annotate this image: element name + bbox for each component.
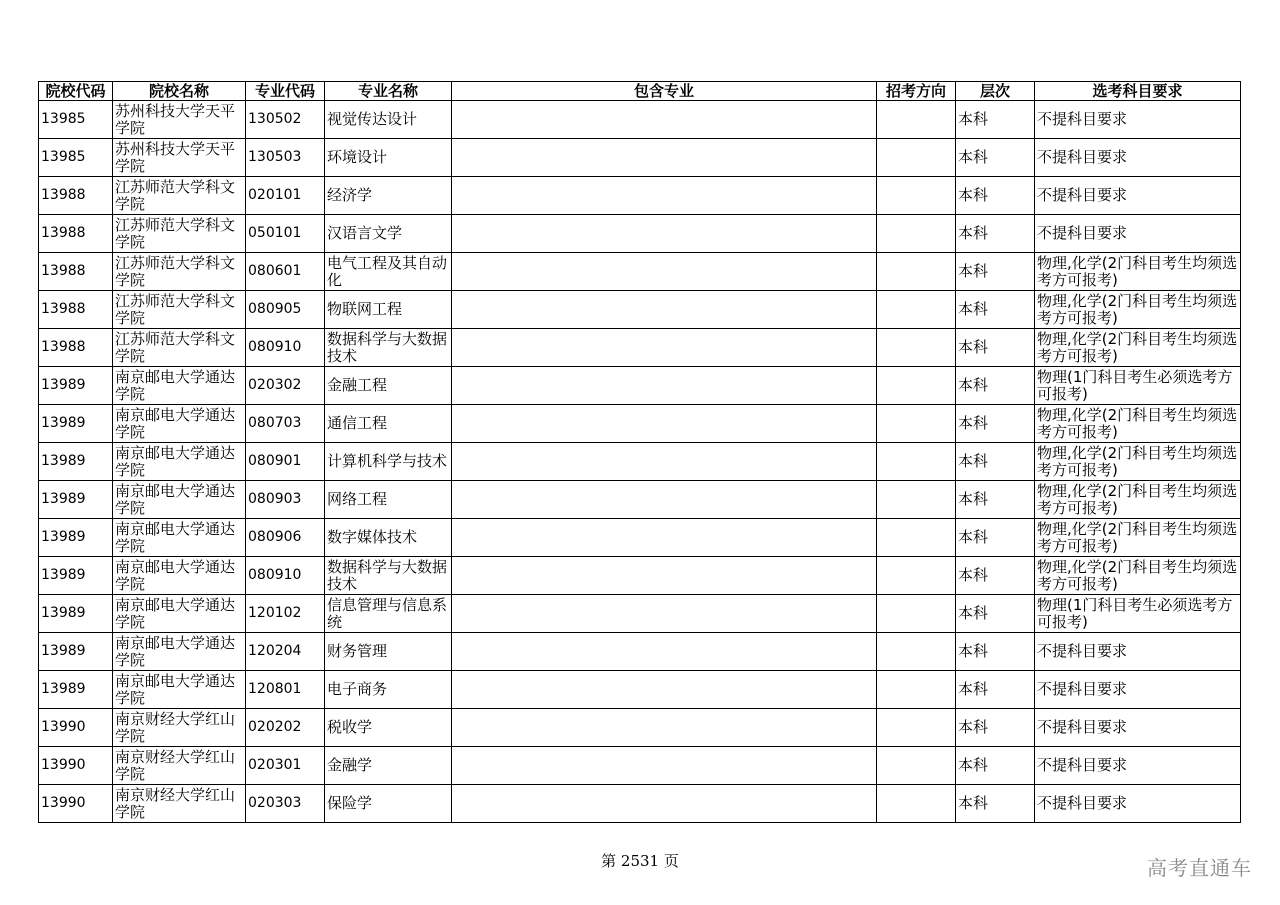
cell-level: 本科 — [956, 595, 1035, 633]
cell-level: 本科 — [956, 785, 1035, 823]
cell-major-name: 数据科学与大数据技术 — [325, 329, 452, 367]
cell-school-code: 13989 — [39, 367, 113, 405]
cell-major-name: 金融工程 — [325, 367, 452, 405]
cell-major-name: 财务管理 — [325, 633, 452, 671]
cell-school-name: 南京财经大学红山学院 — [113, 709, 246, 747]
cell-school-name: 江苏师范大学科文学院 — [113, 253, 246, 291]
cell-subject-requirement: 物理,化学(2门科目考生均须选考方可报考) — [1035, 329, 1241, 367]
cell-level: 本科 — [956, 747, 1035, 785]
cell-level: 本科 — [956, 405, 1035, 443]
cell-included-majors — [452, 101, 877, 139]
cell-major-name: 计算机科学与技术 — [325, 443, 452, 481]
cell-subject-requirement: 不提科目要求 — [1035, 747, 1241, 785]
cell-subject-requirement: 不提科目要求 — [1035, 633, 1241, 671]
cell-major-name: 数据科学与大数据技术 — [325, 557, 452, 595]
cell-included-majors — [452, 481, 877, 519]
cell-major-code: 080906 — [246, 519, 325, 557]
cell-school-name: 南京邮电大学通达学院 — [113, 405, 246, 443]
cell-included-majors — [452, 785, 877, 823]
cell-school-name: 南京邮电大学通达学院 — [113, 671, 246, 709]
cell-direction — [877, 519, 956, 557]
cell-direction — [877, 291, 956, 329]
table-row — [39, 139, 1241, 177]
cell-major-name: 信息管理与信息系统 — [325, 595, 452, 633]
table-row — [39, 633, 1241, 671]
cell-major-code: 120204 — [246, 633, 325, 671]
cell-subject-requirement: 不提科目要求 — [1035, 709, 1241, 747]
cell-direction — [877, 481, 956, 519]
cell-direction — [877, 405, 956, 443]
cell-major-name: 通信工程 — [325, 405, 452, 443]
cell-subject-requirement: 不提科目要求 — [1035, 785, 1241, 823]
cell-included-majors — [452, 329, 877, 367]
cell-included-majors — [452, 177, 877, 215]
cell-school-code: 13989 — [39, 519, 113, 557]
cell-direction — [877, 443, 956, 481]
cell-direction — [877, 557, 956, 595]
cell-major-name: 环境设计 — [325, 139, 452, 177]
cell-school-code: 13989 — [39, 443, 113, 481]
cell-subject-requirement: 物理,化学(2门科目考生均须选考方可报考) — [1035, 405, 1241, 443]
cell-direction — [877, 595, 956, 633]
cell-school-name: 江苏师范大学科文学院 — [113, 215, 246, 253]
cell-school-name: 南京邮电大学通达学院 — [113, 519, 246, 557]
cell-level: 本科 — [956, 519, 1035, 557]
cell-school-name: 南京邮电大学通达学院 — [113, 633, 246, 671]
cell-subject-requirement: 不提科目要求 — [1035, 139, 1241, 177]
cell-school-name: 南京邮电大学通达学院 — [113, 367, 246, 405]
cell-school-code: 13989 — [39, 405, 113, 443]
cell-school-name: 南京财经大学红山学院 — [113, 747, 246, 785]
cell-direction — [877, 785, 956, 823]
cell-school-code: 13985 — [39, 101, 113, 139]
cell-subject-requirement: 物理,化学(2门科目考生均须选考方可报考) — [1035, 481, 1241, 519]
cell-school-name: 江苏师范大学科文学院 — [113, 329, 246, 367]
cell-included-majors — [452, 519, 877, 557]
cell-level: 本科 — [956, 443, 1035, 481]
cell-school-name: 南京邮电大学通达学院 — [113, 557, 246, 595]
table-row — [39, 671, 1241, 709]
cell-school-code: 13988 — [39, 177, 113, 215]
cell-included-majors — [452, 405, 877, 443]
cell-subject-requirement: 不提科目要求 — [1035, 671, 1241, 709]
watermark: 高考直通车 — [1147, 856, 1252, 880]
table-row — [39, 519, 1241, 557]
cell-included-majors — [452, 747, 877, 785]
cell-subject-requirement: 物理,化学(2门科目考生均须选考方可报考) — [1035, 519, 1241, 557]
cell-major-code: 020301 — [246, 747, 325, 785]
cell-school-code: 13989 — [39, 671, 113, 709]
cell-major-code: 080601 — [246, 253, 325, 291]
cell-level: 本科 — [956, 177, 1035, 215]
cell-subject-requirement: 物理,化学(2门科目考生均须选考方可报考) — [1035, 443, 1241, 481]
cell-school-code: 13988 — [39, 329, 113, 367]
cell-school-code: 13989 — [39, 633, 113, 671]
cell-major-code: 120102 — [246, 595, 325, 633]
cell-major-name: 电气工程及其自动化 — [325, 253, 452, 291]
cell-direction — [877, 709, 956, 747]
cell-included-majors — [452, 367, 877, 405]
cell-level: 本科 — [956, 215, 1035, 253]
cell-level: 本科 — [956, 557, 1035, 595]
cell-level: 本科 — [956, 481, 1035, 519]
cell-level: 本科 — [956, 367, 1035, 405]
cell-school-code: 13989 — [39, 595, 113, 633]
cell-school-name: 江苏师范大学科文学院 — [113, 291, 246, 329]
cell-level: 本科 — [956, 253, 1035, 291]
table-row — [39, 329, 1241, 367]
admissions-table — [38, 81, 1241, 823]
cell-subject-requirement: 不提科目要求 — [1035, 101, 1241, 139]
cell-major-code: 080901 — [246, 443, 325, 481]
cell-level: 本科 — [956, 709, 1035, 747]
cell-school-name: 南京邮电大学通达学院 — [113, 443, 246, 481]
cell-major-code: 020101 — [246, 177, 325, 215]
cell-major-code: 050101 — [246, 215, 325, 253]
table-row — [39, 785, 1241, 823]
table-row — [39, 481, 1241, 519]
cell-school-code: 13988 — [39, 253, 113, 291]
cell-direction — [877, 367, 956, 405]
header-school-name: 院校名称 — [113, 82, 246, 101]
header-included-majors: 包含专业 — [452, 82, 877, 101]
cell-level: 本科 — [956, 139, 1035, 177]
cell-school-code: 13990 — [39, 709, 113, 747]
page-number: 第 2531 页 — [601, 852, 679, 870]
cell-level: 本科 — [956, 633, 1035, 671]
cell-major-code: 080910 — [246, 557, 325, 595]
table-row — [39, 291, 1241, 329]
header-major-code: 专业代码 — [246, 82, 325, 101]
cell-school-code: 13988 — [39, 291, 113, 329]
cell-major-name: 电子商务 — [325, 671, 452, 709]
cell-included-majors — [452, 633, 877, 671]
cell-major-code: 120801 — [246, 671, 325, 709]
table-row — [39, 709, 1241, 747]
cell-major-name: 物联网工程 — [325, 291, 452, 329]
cell-direction — [877, 671, 956, 709]
header-major-name: 专业名称 — [325, 82, 452, 101]
cell-included-majors — [452, 709, 877, 747]
cell-school-code: 13985 — [39, 139, 113, 177]
table-row — [39, 557, 1241, 595]
cell-major-code: 130502 — [246, 101, 325, 139]
cell-major-name: 网络工程 — [325, 481, 452, 519]
cell-school-code: 13990 — [39, 747, 113, 785]
table-row — [39, 367, 1241, 405]
cell-subject-requirement: 物理,化学(2门科目考生均须选考方可报考) — [1035, 291, 1241, 329]
cell-level: 本科 — [956, 291, 1035, 329]
cell-subject-requirement: 物理,化学(2门科目考生均须选考方可报考) — [1035, 557, 1241, 595]
table-row — [39, 595, 1241, 633]
table-row — [39, 101, 1241, 139]
cell-direction — [877, 101, 956, 139]
cell-direction — [877, 633, 956, 671]
table-row — [39, 253, 1241, 291]
cell-direction — [877, 215, 956, 253]
cell-school-name: 江苏师范大学科文学院 — [113, 177, 246, 215]
cell-major-name: 保险学 — [325, 785, 452, 823]
cell-included-majors — [452, 595, 877, 633]
cell-included-majors — [452, 139, 877, 177]
cell-level: 本科 — [956, 671, 1035, 709]
cell-level: 本科 — [956, 101, 1035, 139]
cell-school-code: 13989 — [39, 557, 113, 595]
cell-included-majors — [452, 215, 877, 253]
cell-major-name: 经济学 — [325, 177, 452, 215]
cell-major-name: 汉语言文学 — [325, 215, 452, 253]
header-school-code: 院校代码 — [39, 82, 113, 101]
cell-included-majors — [452, 671, 877, 709]
cell-subject-requirement: 物理(1门科目考生必须选考方可报考) — [1035, 367, 1241, 405]
header-level: 层次 — [956, 82, 1035, 101]
cell-major-name: 视觉传达设计 — [325, 101, 452, 139]
cell-subject-requirement: 物理(1门科目考生必须选考方可报考) — [1035, 595, 1241, 633]
cell-major-name: 金融学 — [325, 747, 452, 785]
cell-school-code: 13988 — [39, 215, 113, 253]
cell-included-majors — [452, 443, 877, 481]
cell-major-code: 130503 — [246, 139, 325, 177]
cell-subject-requirement: 物理,化学(2门科目考生均须选考方可报考) — [1035, 253, 1241, 291]
cell-major-name: 税收学 — [325, 709, 452, 747]
cell-school-code: 13989 — [39, 481, 113, 519]
cell-major-code: 020202 — [246, 709, 325, 747]
cell-subject-requirement: 不提科目要求 — [1035, 177, 1241, 215]
header-row — [39, 82, 1241, 101]
table-row — [39, 177, 1241, 215]
cell-included-majors — [452, 557, 877, 595]
cell-subject-requirement: 不提科目要求 — [1035, 215, 1241, 253]
cell-school-name: 南京财经大学红山学院 — [113, 785, 246, 823]
cell-included-majors — [452, 291, 877, 329]
cell-included-majors — [452, 253, 877, 291]
cell-school-name: 南京邮电大学通达学院 — [113, 481, 246, 519]
cell-major-code: 080905 — [246, 291, 325, 329]
table-row — [39, 405, 1241, 443]
header-direction: 招考方向 — [877, 82, 956, 101]
cell-major-code: 020302 — [246, 367, 325, 405]
table-row — [39, 215, 1241, 253]
table-row — [39, 443, 1241, 481]
cell-direction — [877, 139, 956, 177]
cell-major-code: 020303 — [246, 785, 325, 823]
cell-direction — [877, 253, 956, 291]
cell-major-code: 080910 — [246, 329, 325, 367]
cell-direction — [877, 177, 956, 215]
table-row — [39, 747, 1241, 785]
cell-level: 本科 — [956, 329, 1035, 367]
cell-direction — [877, 329, 956, 367]
cell-major-code: 080703 — [246, 405, 325, 443]
cell-school-code: 13990 — [39, 785, 113, 823]
cell-major-name: 数字媒体技术 — [325, 519, 452, 557]
cell-school-name: 苏州科技大学天平学院 — [113, 101, 246, 139]
cell-major-code: 080903 — [246, 481, 325, 519]
cell-school-name: 苏州科技大学天平学院 — [113, 139, 246, 177]
cell-direction — [877, 747, 956, 785]
cell-school-name: 南京邮电大学通达学院 — [113, 595, 246, 633]
header-subject-requirement: 选考科目要求 — [1035, 82, 1241, 101]
